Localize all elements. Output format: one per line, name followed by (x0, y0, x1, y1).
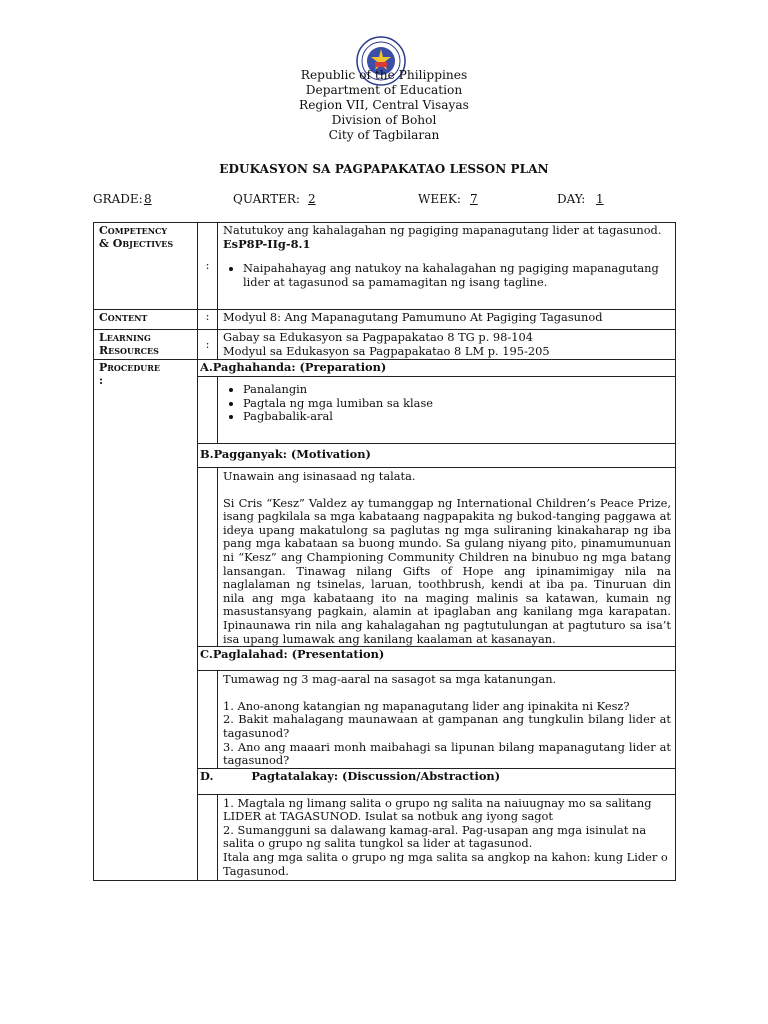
document-title: EDUKASYON SA PAGPAPAKATAO LESSON PLAN (219, 162, 549, 176)
procedure-label: Procedure (99, 361, 161, 374)
question-3: 3. Ano ang maaari monh maibahagi sa lipunan bilang mapanagutang lider at tagasunod? (223, 739, 671, 768)
content-label: Content (99, 311, 148, 324)
resources-label: Resources (99, 344, 159, 357)
section-d-heading: Pagtatalakay: (Discussion/Abstraction) (251, 768, 501, 783)
quarter-label: QUARTER: (233, 192, 300, 206)
header-line-republic: Republic of the Philippines (300, 68, 468, 82)
week-value: 7 (470, 192, 478, 206)
discussion-item-1: 1. Magtala ng limang salita o grupo ng salita na naiuugnay mo sa salitang LIDER at TAGASUNOD. Isulat sa notbuk ang iyong sagot (223, 795, 652, 824)
resource-line-tg: Gabay sa Edukasyon sa Pagpapakatao 8 TG p. 98-104 (223, 330, 534, 344)
competency-colon: : (198, 223, 218, 310)
resource-line-lm: Modyul sa Edukasyon sa Pagpapakatao 8 LM p. 195-205 (223, 343, 550, 358)
header-line-division: Division of Bohol (331, 113, 437, 127)
prep-item-review: • Pagbabalik-aral (243, 410, 671, 424)
section-a-heading: A.Paghahanda: (Preparation) (198, 360, 676, 377)
grade-quarter-week-day-row (0, 192, 768, 208)
row-procedure-a-heading (94, 360, 676, 377)
competency-code: EsP8P-IIg-8.1 (223, 236, 311, 251)
objectives-label: & Objectives (99, 237, 174, 250)
grade-value: 8 (144, 192, 152, 206)
header-line-city: City of Tagbilaran (328, 128, 440, 142)
content-text: Modyul 8: Ang Mapanagutang Pamumuno At Pagiging Tagasunod (218, 310, 676, 330)
content-colon: : (198, 310, 218, 330)
discussion-item-2: 2. Sumangguni sa dalawang kamag-aral. Pag-usapan ang mga isinulat na salita o grupo ng salita tungkol sa lider at tagasunod. (223, 822, 647, 851)
objective-bullet: • Naipahahayag ang natukoy na kahalagahan ng pagiging mapanagutang lider at tagasunod sa pamamagitan ng isang tagline. (243, 262, 671, 289)
row-learning-resources (94, 330, 676, 360)
prep-item-prayer: • Panalangin (243, 383, 671, 397)
section-b-heading: B.Pagganyak: (Motivation) (198, 444, 676, 468)
motivation-intro: Unawain ang isinasaad ng talata. (223, 469, 416, 483)
lesson-plan-table (93, 222, 676, 881)
row-content (94, 310, 676, 330)
question-2: 2. Bakit mahalagang maunawaan at gampanan ang tungkulin bilang lider at tagasunod? (223, 712, 671, 740)
day-value: 1 (596, 192, 604, 206)
section-c-heading: C.Paglalahad: (Presentation) (198, 647, 676, 671)
section-d-letter: D. (200, 768, 214, 783)
competency-label: Competency (99, 224, 168, 237)
motivation-paragraph: Si Cris “Kesz” Valdez ay tumanggap ng International Children’s Peace Prize, isang pagkilala sa mga kabataang nagpapakita ng bukod-tanging paggawa at ideya upang makatulong sa paglutas ng mga suliraning kinakaharap ng iba pang mga kabataan sa buong mundo. Sa gulang niyang pito, pinamumunuan ni “Kesz” ang Championing Community Children na binubuo ng mga batang lansangan. Tinawag nilang Gifts of Hope ang ipinamimigay nila na naglalaman ng tsinelas, laruan, toothbrush, kendi at iba pa. Tinuruan din nila ang mga kabataang ito na maging malinis sa katawan, kumain ng masustansyang pagkain, alamin at ipaglaban ang kanilang mga karapatan. Ipinaunawa rin nila ang kahalagahan ng pagtutulungan at pagtuturo sa isa’t isa upang lumawak ang kanilang kaalaman at kasanayan. (223, 495, 671, 646)
quarter-value: 2 (308, 192, 316, 206)
header-line-department: Department of Education (305, 83, 463, 97)
procedure-colon: : (99, 374, 104, 387)
week-label: WEEK: (418, 192, 461, 206)
learning-label: Learning (99, 331, 151, 344)
question-1: 1. Ano-anong katangian ng mapanagutang lider ang ipinakita ni Kesz? (223, 698, 630, 713)
letterhead (0, 68, 768, 143)
discussion-item-3: Itala ang mga salita o grupo ng mga salita sa angkop na kahon: kung Lider o Tagasunod. (223, 850, 668, 878)
resources-colon: : (198, 330, 218, 360)
header-line-region: Region VII, Central Visayas (299, 98, 469, 112)
prep-item-attendance: • Pagtala ng mga lumiban sa klase (243, 397, 671, 411)
row-competency (94, 223, 676, 310)
presentation-intro: Tumawag ng 3 mag-aaral na sasagot sa mga katanungan. (223, 672, 557, 687)
day-label: DAY: (557, 192, 586, 206)
competency-text: Natutukoy ang kahalagahan ng pagiging mapanagutang lider at tagasunod. (223, 223, 662, 237)
grade-label: GRADE: (93, 192, 143, 206)
